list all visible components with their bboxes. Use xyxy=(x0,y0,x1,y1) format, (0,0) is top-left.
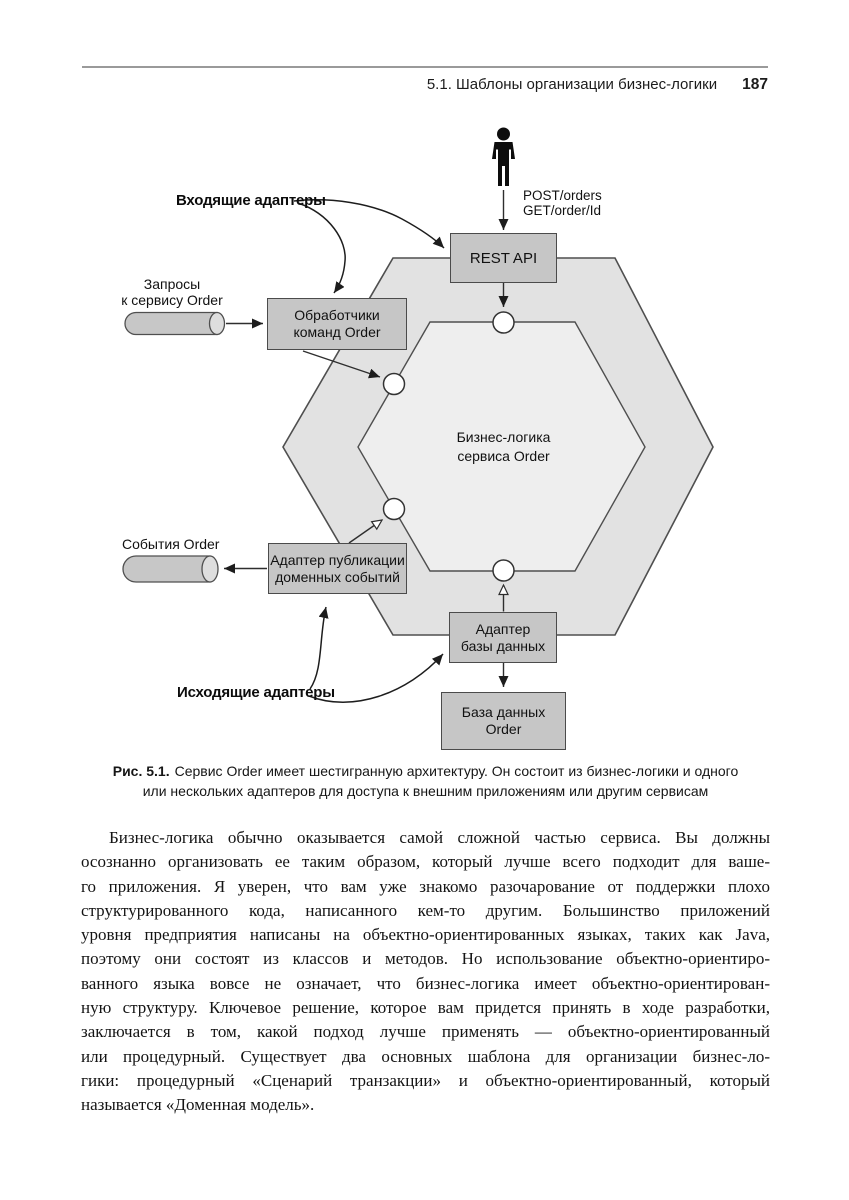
figure-caption xyxy=(82,762,769,801)
body-line: гики: процедурный «Сценарий транзакции» и объектно-ориентированный, который xyxy=(81,1070,770,1090)
port-top xyxy=(493,312,514,333)
command-handlers-node xyxy=(267,298,407,350)
command-handlers-label-line1: Обработчики xyxy=(294,307,380,323)
requests-channel-cylinder xyxy=(125,313,224,335)
arrow-incoming-to-handlers xyxy=(298,203,345,293)
body-line: Бизнес-логика обычно оказывается самой сложной частью сервиса. Вы должны xyxy=(109,828,770,847)
body-paragraph xyxy=(81,826,770,1118)
event-publisher-label-line1: Адаптер публикации xyxy=(270,551,405,568)
event-publisher-label-line2: доменных событий xyxy=(275,568,400,585)
database-node xyxy=(441,692,566,750)
figure-number: Рис. 5.1. xyxy=(112,763,170,779)
events-channel-cylinder xyxy=(123,556,218,582)
body-line: ную структуру. Ключевое решение, которое вам придется принять в ходе разработки, xyxy=(81,998,770,1018)
business-logic-label xyxy=(423,428,584,465)
database-label-line1: База данных xyxy=(461,704,546,720)
database-adapter-label-line2: базы данных xyxy=(460,637,546,654)
arrow-outgoing-to-publisher xyxy=(310,607,326,689)
port-bottom xyxy=(493,560,514,581)
http-requests-label xyxy=(523,189,602,218)
post-orders-label: POST/orders xyxy=(523,188,602,203)
requests-label-line1: Запросы xyxy=(143,276,201,292)
port-lower-left xyxy=(384,499,405,520)
get-order-label: GET/order/Id xyxy=(523,202,602,218)
command-handlers-label-line2: команд Order xyxy=(293,324,381,340)
figure-caption-text1: Сервис Order имеет шестигранную архитектуру. Он состоит из бизнес-логики и одного xyxy=(174,763,739,779)
running-header xyxy=(82,76,768,94)
figure-caption-line1 xyxy=(82,762,769,782)
business-logic-line1: Бизнес-логика xyxy=(456,429,551,445)
section-title: 5.1. Шаблоны организации бизнес-логики xyxy=(426,76,718,93)
body-line: го приложения. Я уверен, что вам уже знакомо разочарование от поддержки плохо xyxy=(81,876,770,896)
requests-label-line2: к сервису Order xyxy=(121,291,223,308)
body-line: поэтому они состоят из классов и методов. Но использование объектно-ориентиро- xyxy=(81,949,770,969)
header-rule xyxy=(82,66,768,68)
database-label-line2: Order xyxy=(485,721,522,737)
body-line: структурированного кода, написанного кем-то другим. Большинство приложений xyxy=(81,900,770,920)
figure-caption-text2: или нескольких адаптеров для доступа к внешним приложениям или другим сервисам xyxy=(142,782,709,799)
body-line: или процедурный. Существует два основных шаблона для организации бизнес-ло- xyxy=(81,1046,770,1066)
person-icon xyxy=(492,128,515,187)
body-line: заключается в том, какой подход лучше применять — объектно-ориентированный xyxy=(81,1022,770,1042)
event-publisher-node xyxy=(268,543,407,594)
outgoing-adapters-annotation: Исходящие адаптеры xyxy=(177,684,335,701)
requests-channel-label xyxy=(106,277,238,308)
body-line: осознанно организовать ее таким образом, который лучше всего подходит для ваше- xyxy=(81,852,770,872)
database-adapter-node xyxy=(449,612,557,663)
business-logic-line2: сервиса Order xyxy=(457,447,550,464)
page-number: 187 xyxy=(742,76,768,93)
rest-api-label: REST API xyxy=(469,249,538,267)
events-channel-label: События Order xyxy=(122,536,220,552)
body-line: ванного языка вовсе не означает, что бизнес-логика имеет объектно-ориентирован- xyxy=(81,973,770,993)
port-upper-left xyxy=(384,374,405,395)
incoming-adapters-annotation: Входящие адаптеры xyxy=(176,192,326,209)
rest-api-node xyxy=(450,233,557,283)
database-adapter-label-line1: Адаптер xyxy=(475,620,531,637)
body-line: уровня предприятия написаны на объектно-ориентированных языках, таких как Java, xyxy=(81,925,770,945)
body-line: называется «Доменная модель». xyxy=(81,1095,315,1115)
